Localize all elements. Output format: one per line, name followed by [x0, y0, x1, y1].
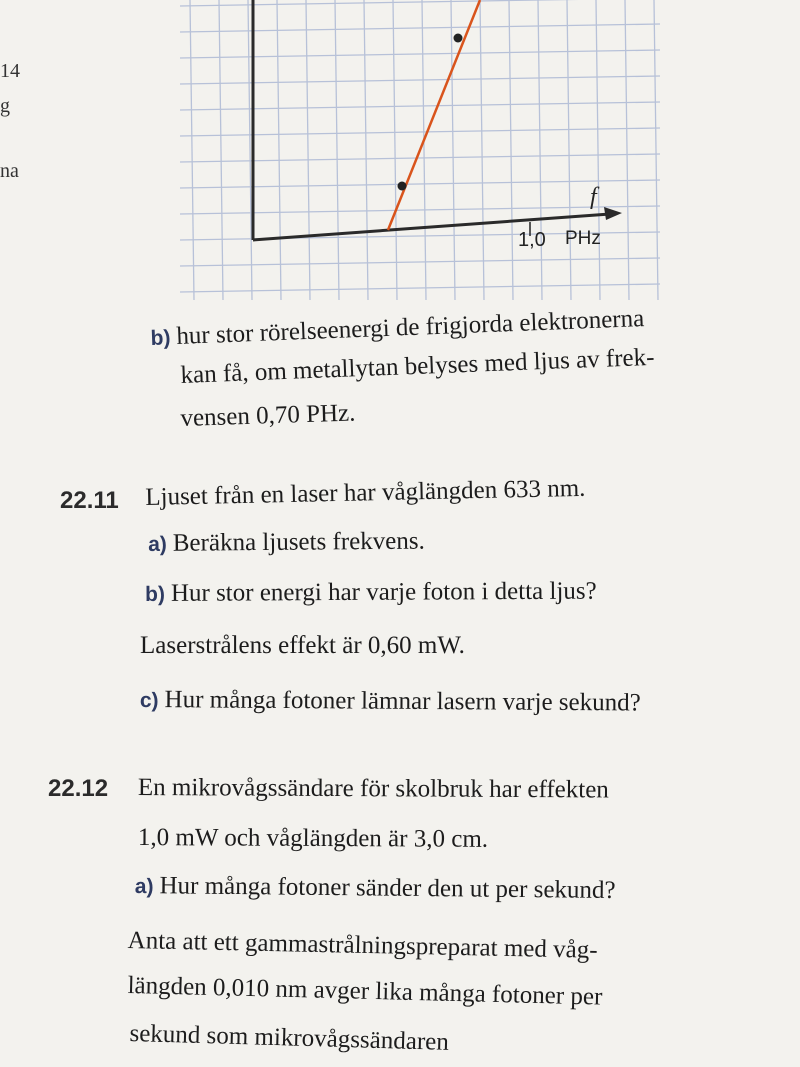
p2212-a [135, 870, 616, 907]
tick-label-1-0: 1,0 [518, 229, 546, 251]
unit-label: PHz [565, 228, 601, 249]
p2211-info: Laserstrålens effekt är 0,60 mW. [140, 632, 465, 659]
axis-label-f: f [590, 184, 597, 210]
prev-b-line-3: vensen 0,70 PHz. [180, 399, 356, 432]
grid-vline [654, 0, 658, 300]
data-point-1 [398, 182, 407, 191]
grid-vline [509, 0, 513, 300]
margin-note-2: g [0, 95, 10, 117]
grid-vline [335, 0, 339, 300]
grid-vline [393, 0, 397, 300]
p2212-intro-1: En mikrovågssändare för skolbruk har effekten [137, 774, 609, 804]
prev-b-label: b) [150, 326, 171, 350]
p2211-c-text: Hur många fotoner lämnar lasern varje sekund? [164, 686, 641, 717]
p2211-a-text: Beräkna ljusets frekvens. [172, 527, 425, 557]
prev-b-text-1: hur stor rörelseenergi de frigjorda elektronerna [175, 305, 645, 350]
grid-vline [422, 0, 426, 300]
grid-vline [306, 0, 310, 300]
p2211-b-text: Hur stor energi har varje foton i detta ljus? [170, 577, 597, 607]
grid-vline [248, 0, 252, 300]
data-line [388, 0, 480, 230]
p2212-cont-1: Anta att ett gammastrålningspreparat med våg- [127, 926, 598, 964]
margin-note-3: na [0, 160, 19, 182]
p2211-b-label: b) [145, 582, 165, 606]
p2212-a-label: a) [134, 874, 154, 899]
grid-vline [364, 0, 368, 300]
grid-vline [538, 0, 542, 300]
p2211-a-label: a) [148, 532, 167, 556]
grid-vline [480, 0, 484, 300]
problem-number-22-11: 22.11 [60, 487, 119, 514]
p2212-cont-3: sekund som mikrovågssändaren [129, 1019, 450, 1056]
grid-vline [219, 0, 223, 300]
grid-vline [596, 0, 600, 300]
p2212-a-text: Hur många fotoner sänder den ut per sekund? [159, 872, 616, 905]
p2211-a [148, 526, 425, 560]
prev-b-line-2: kan få, om metallytan belyses med ljus av frek- [180, 343, 655, 389]
grid-vline [277, 0, 281, 300]
margin-note-1: 14 [0, 60, 20, 82]
energy-frequency-graph [180, 0, 680, 310]
p2211-c-label: c) [139, 688, 159, 713]
grid-vline [625, 0, 629, 300]
grid-vline [451, 0, 455, 300]
p2211-c [140, 684, 641, 719]
p2211-b [145, 576, 597, 610]
x-axis-arrow [604, 207, 622, 220]
data-point-2 [454, 34, 463, 43]
p2211-intro: Ljuset från en laser har våglängden 633 nm. [145, 474, 586, 511]
p2212-intro-2: 1,0 mW och våglängden är 3,0 cm. [137, 824, 489, 853]
p2212-cont-2: längden 0,010 nm avger lika många fotoner per [127, 971, 603, 1011]
grid-vline [567, 0, 571, 300]
grid-vline [190, 0, 194, 300]
problem-number-22-12: 22.12 [48, 775, 109, 802]
